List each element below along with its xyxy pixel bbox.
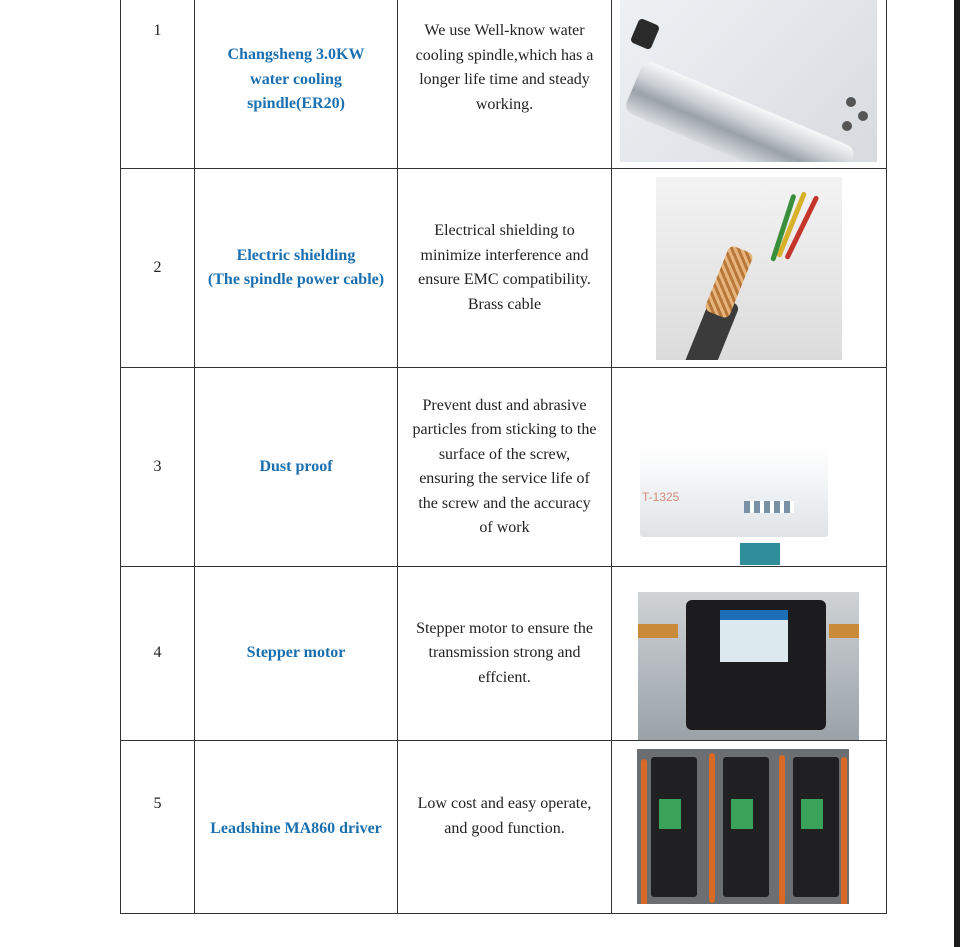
component-image-cell	[612, 741, 887, 914]
orange-rail	[638, 624, 678, 638]
dust-proof-cover-photo	[640, 423, 828, 565]
component-name-line: spindle(ER20)	[247, 95, 345, 112]
component-name	[195, 169, 398, 368]
row-number: 1	[121, 0, 195, 169]
description-line: transmission strong and	[428, 644, 581, 662]
description-line: of work	[479, 519, 530, 536]
water-cooling-spindle-photo	[620, 0, 877, 162]
component-name-line: Leadshine MA860 driver	[210, 820, 382, 837]
cable-braid	[704, 245, 754, 320]
description-line: Low cost and easy operate,	[417, 795, 592, 812]
component-name-line: Electric shielding	[236, 246, 356, 264]
component-name	[195, 741, 398, 914]
component-name	[195, 567, 398, 741]
description-line: minimize interference and	[420, 246, 589, 264]
component-name	[195, 368, 398, 567]
description-line: longer life time and steady	[419, 71, 590, 88]
orange-cable	[641, 759, 647, 904]
description-line: surface of the screw,	[438, 445, 571, 463]
component-image-cell	[612, 0, 887, 169]
table-row	[121, 368, 887, 567]
description-line: Prevent dust and abrasive	[422, 396, 587, 414]
page-edge	[954, 0, 960, 947]
description-line: Electrical shielding to	[434, 222, 575, 239]
component-description	[398, 567, 612, 741]
driver-unit	[723, 757, 769, 897]
component-description	[398, 0, 612, 169]
driver-unit	[651, 757, 697, 897]
orange-cable	[709, 753, 715, 903]
row-number: 2	[121, 169, 195, 368]
description-line: Stepper motor to ensure the	[416, 619, 593, 637]
component-name-line: Changsheng 3.0KW	[227, 46, 365, 63]
row-number: 3	[121, 368, 195, 567]
table-row	[121, 741, 887, 914]
description-line: cooling spindle,which has a	[415, 46, 594, 64]
description-line: ensure EMC compatibility.	[418, 271, 591, 288]
component-image-cell	[612, 368, 887, 567]
water-fitting-icon	[846, 97, 856, 107]
description-line: particles from sticking to the	[412, 421, 597, 438]
spindle-cap	[630, 18, 660, 51]
driver-unit	[793, 757, 839, 897]
component-name	[195, 0, 398, 169]
table-row	[121, 567, 887, 741]
orange-cable	[841, 757, 847, 904]
machine-model-label: T-1325	[642, 490, 680, 504]
component-image-cell	[612, 567, 887, 741]
description-line: ensuring the service life of	[419, 470, 590, 487]
row-number: 4	[121, 567, 195, 741]
motor-nameplate	[720, 610, 788, 662]
component-image-cell	[612, 169, 887, 368]
cable-clip	[744, 501, 794, 513]
shielded-cable-photo	[656, 177, 842, 360]
table-row	[121, 0, 887, 169]
component-description	[398, 368, 612, 567]
teal-bracket	[740, 543, 780, 565]
orange-rail	[829, 624, 859, 638]
component-spec-table	[120, 0, 887, 914]
component-name-line: water cooling	[250, 70, 342, 88]
description-line: effcient.	[478, 668, 531, 686]
stepper-motor-photo	[638, 592, 859, 740]
spindle-body	[623, 59, 857, 162]
water-fitting-icon	[858, 111, 868, 121]
orange-cable	[779, 755, 785, 904]
table-row	[121, 169, 887, 368]
component-name-line: (The spindle power cable)	[207, 271, 385, 288]
description-line: Brass cable	[467, 295, 542, 313]
stepper-driver-photo	[637, 749, 849, 904]
component-description	[398, 169, 612, 368]
component-description	[398, 741, 612, 914]
description-line: the screw and the accuracy	[418, 494, 591, 512]
component-name-line: Stepper motor	[246, 644, 346, 662]
component-name-line: Dust proof	[259, 457, 333, 475]
water-fitting-icon	[842, 121, 852, 131]
row-number: 5	[121, 741, 195, 914]
description-line: working.	[475, 95, 534, 113]
description-line: We use Well-know water	[424, 22, 585, 39]
description-line: and good function.	[444, 819, 565, 837]
